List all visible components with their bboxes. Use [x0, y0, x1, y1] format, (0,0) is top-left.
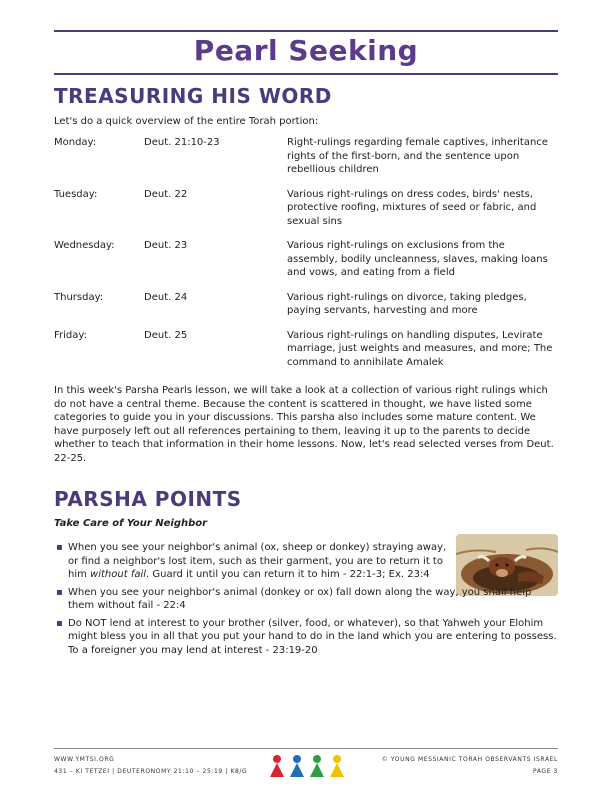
footer-page-number: PAGE 3	[533, 768, 558, 775]
footer-website: WWW.YMTSI.ORG	[54, 756, 115, 763]
bullet-icon: ▪	[56, 586, 63, 598]
section-title-treasuring: TREASURING HIS WORD	[54, 84, 332, 108]
list-item	[54, 541, 452, 582]
list-item-text: When you see your neighbor's animal (donkey or ox) fall down along the way, you shall help them without fail - 22:4	[68, 586, 532, 611]
lesson-paragraph: In this week's Parsha Pearls lesson, we will take a look at a collection of various right rulings which do not have a central theme. Because the content is scattered in thought, we have listed some categories to guide you in your discussions. This parsha also includes some mature content. We have purposely left out all references pertaining to them, leaving it up to the parents to decide whether to teach that information in their home lessons. Now, let's read selected verses from Deut. 22-25.	[54, 385, 554, 464]
footer-rule	[54, 748, 558, 749]
schedule-description: Various right-rulings on dress codes, birds' nests, protective roofing, mixtures of seed or fabric, and sexual sins	[287, 188, 537, 227]
schedule-row-thursday	[54, 291, 558, 318]
schedule-day: Wednesday:	[54, 240, 115, 251]
reading-schedule	[54, 136, 558, 369]
intro-text: Let's do a quick overview of the entire Torah portion:	[54, 116, 319, 127]
schedule-reference: Deut. 24	[144, 291, 188, 303]
schedule-row-wednesday	[54, 239, 558, 280]
logo-figure-green	[310, 755, 324, 777]
logo-figure-blue	[290, 755, 304, 777]
footer-lesson-info: 431 – KI TETZEI | DEUTERONOMY 21:10 – 25:19 | K8/G	[54, 768, 248, 775]
list-item-text-end: . Guard it until you can return it to him - 22:1-3; Ex. 23:4	[146, 569, 430, 580]
schedule-reference: Deut. 25	[144, 329, 188, 341]
parsha-points-list	[54, 541, 558, 661]
top-rule	[54, 30, 558, 32]
footer-copyright: © YOUNG MESSIANIC TORAH OBSERVANTS ISRAEL	[381, 756, 558, 763]
list-item-text: When you see your neighbor's animal (ox, sheep or donkey) straying away, or find a neighbor's lost item, such as their garment, you are to return it to him	[68, 542, 447, 580]
schedule-reference: Deut. 22	[144, 188, 188, 200]
logo-figure-yellow	[330, 755, 344, 777]
schedule-description: Various right-rulings on divorce, taking pledges, paying servants, harvesting and more	[287, 291, 527, 316]
ymtsi-logo	[268, 753, 350, 783]
page-header-title: Pearl Seeking	[193, 34, 419, 67]
schedule-description: Various right-rulings on handling disputes, Levirate marriage, just weights and measures, and more; The command to annihilate Amalek	[287, 329, 553, 368]
list-item	[54, 586, 558, 613]
schedule-reference: Deut. 21:10-23	[144, 137, 220, 148]
schedule-description: Various right-rulings on exclusions from the assembly, bodily uncleanness, slaves, making loans and vows, and eating from a field	[287, 240, 548, 278]
schedule-day: Monday:	[54, 137, 97, 148]
bullet-icon: ▪	[56, 542, 63, 553]
logo-figures-icon	[268, 753, 350, 779]
bullet-icon: ▪	[56, 617, 63, 629]
list-item	[54, 617, 558, 658]
list-item-emphasis: without fail	[90, 569, 147, 580]
schedule-day: Thursday:	[54, 291, 104, 303]
list-item-text: Do NOT lend at interest to your brother (silver, food, or whatever), so that Yahweh your Elohim might bless you in all that you put your hand to do in the land which you are entering to possess. To a foreigner you may lend at interest - 23:19-20	[68, 617, 557, 656]
schedule-description: Right-rulings regarding female captives, inheritance rights of the first-born, and the sentence upon rebellious children	[287, 137, 548, 175]
section-title-parsha-points: PARSHA POINTS	[54, 487, 242, 511]
logo-figure-red	[270, 755, 284, 777]
schedule-day: Tuesday:	[54, 188, 98, 200]
schedule-row-tuesday	[54, 188, 558, 229]
schedule-row-friday	[54, 329, 558, 370]
subheading: Take Care of Your Neighbor	[54, 518, 208, 529]
schedule-reference: Deut. 23	[144, 240, 188, 251]
schedule-day: Friday:	[54, 329, 87, 341]
header-bottom-rule	[54, 73, 558, 75]
schedule-row-monday	[54, 136, 558, 177]
